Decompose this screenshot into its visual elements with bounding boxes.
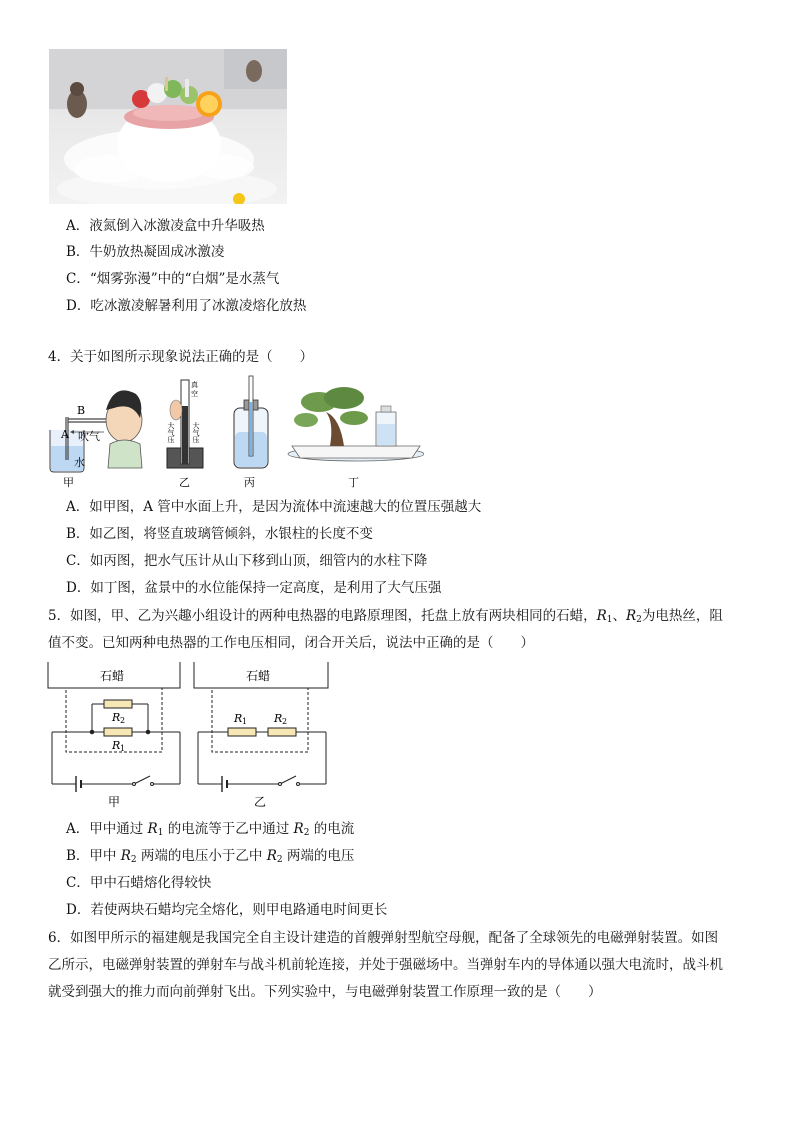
q3-option-c: C．“烟雾弥漫”中的“白烟”是水蒸气: [66, 271, 280, 287]
fig-bing-caption: 丙: [244, 476, 255, 489]
q5-b-r2: R: [266, 848, 277, 864]
dessert-photo: [49, 49, 287, 204]
circuit-yi-r2-sub: 2: [282, 717, 288, 726]
fig-jia-caption: 甲: [63, 476, 74, 489]
fig-yi-vacuum-2: 空: [191, 390, 198, 398]
q5-stem-sep: 、: [612, 608, 626, 624]
q4-option-b: B．如乙图，将竖直玻璃管倾斜，水银柱的长度不变: [66, 526, 373, 542]
circuit-yi-wax: 石蜡: [246, 669, 271, 683]
q3-option-a: A．液氮倒入冰激凌盒中升华吸热: [66, 218, 265, 234]
q5-stem-line1: [48, 606, 723, 630]
q5-stem-r2: R: [626, 608, 637, 624]
circuit-yi-r1-sub: 1: [242, 717, 248, 726]
q5-stem-sub1: 1: [606, 615, 613, 625]
q3-option-d: D．吃冰激凌解暑利用了冰激凌熔化放热: [66, 298, 307, 314]
q5-circuits-figure: [46, 660, 336, 812]
q5-b-sub2: 2: [276, 855, 283, 865]
q4-figure: [44, 372, 424, 490]
q5-stem-line2: 值不变。已知两种电热器的工作电压相同，闭合开关后，说法中正确的是（ ）: [48, 635, 534, 651]
q5-a-r1: R: [147, 821, 158, 837]
fig-yi-vacuum-1: 真: [191, 381, 198, 389]
q6-stem-line3: 就受到强大的推力而向前弹射飞出。下列实验中，与电磁弹射装置工作原理一致的是（ ）: [48, 984, 602, 1000]
dessert-illustration: [49, 49, 287, 204]
fig-yi-caption: 乙: [179, 476, 190, 489]
fig-jia-blow: 吹气: [78, 430, 100, 443]
fig-yi-atm-2: 大气压: [192, 422, 200, 443]
circuit-yi-r1-letter: R: [234, 712, 243, 725]
circuit-jia-r2-sub: 2: [120, 716, 126, 725]
fig-jia-label-b: B: [77, 404, 86, 417]
q5-b-sub1: 2: [130, 855, 137, 865]
fig-jia-water: 水: [74, 456, 85, 469]
q5-a-post: 的电流: [309, 821, 355, 837]
q5-b-r1: R: [120, 848, 131, 864]
q5-option-b: [66, 846, 354, 870]
q4-option-d: D．如丁图，盆景中的水位能保持一定高度，是利用了大气压强: [66, 580, 442, 596]
circuit-jia-r1-letter: R: [112, 739, 121, 752]
q5-a-r2: R: [293, 821, 304, 837]
q5-a-mid: 的电流等于乙中通过: [163, 821, 294, 837]
q5-stem-sub2: 2: [636, 615, 642, 625]
q5-b-pre: B．甲中: [66, 848, 121, 864]
fig-ding: [288, 387, 424, 489]
q5-a-sub1: 1: [157, 828, 164, 838]
q4-option-c: C．如丙图，把水气压计从山下移到山顶，细管内的水柱下降: [66, 553, 428, 569]
q5-stem-a: 5．如图，甲、乙为兴趣小组设计的两种电热器的电路原理图，托盘上放有两块相同的石蜡，: [48, 608, 597, 624]
fig-jia-label-a: A: [61, 428, 69, 441]
q5-b-mid: 两端的电压小于乙中: [136, 848, 267, 864]
circuit-jia-r1-sub: 1: [120, 744, 126, 753]
circuit-jia-caption: 甲: [108, 795, 121, 809]
q6-stem-line1: 6．如图甲所示的福建舰是我国完全自主设计建造的首艘弹射型航空母舰，配备了全球领先的电磁弹射装置。如图: [48, 930, 719, 946]
q6-stem-line2: 乙所示，电磁弹射装置的弹射车与战斗机前轮连接，并处于强磁场中。当弹射车内的导体通以强大电流时，战斗机: [48, 957, 723, 973]
circuit-jia-wax: 石蜡: [100, 669, 125, 683]
circuit-yi-r2-letter: R: [274, 712, 283, 725]
q4-option-a: A．如甲图，A 管中水面上升，是因为流体中流速越大的位置压强越大: [66, 499, 482, 515]
fig-jia: [50, 390, 142, 489]
q5-a-sub2: 2: [303, 828, 310, 838]
q5-stem-r1: R: [596, 608, 607, 624]
fig-bing: [234, 376, 268, 489]
q5-option-c: C．甲中石蜡熔化得较快: [66, 875, 212, 891]
fig-yi-atm-1: 大气压: [167, 422, 175, 443]
circuit-jia-r2-letter: R: [112, 711, 121, 724]
fig-ding-caption: 丁: [348, 476, 359, 489]
q5-option-a: [66, 819, 354, 843]
fig-yi: [167, 380, 203, 489]
q5-stem-b: 为电热丝，阻: [641, 608, 723, 624]
q5-a-pre: A．甲中通过: [66, 821, 148, 837]
q3-option-b: B．牛奶放热凝固成冰激凌: [66, 244, 225, 260]
q5-option-d: D．若使两块石蜡均完全熔化，则甲电路通电时间更长: [66, 902, 388, 918]
q5-b-post: 两端的电压: [282, 848, 355, 864]
circuit-yi-caption: 乙: [254, 795, 267, 809]
q4-stem: 4．关于如图所示现象说法正确的是（ ）: [48, 349, 314, 365]
